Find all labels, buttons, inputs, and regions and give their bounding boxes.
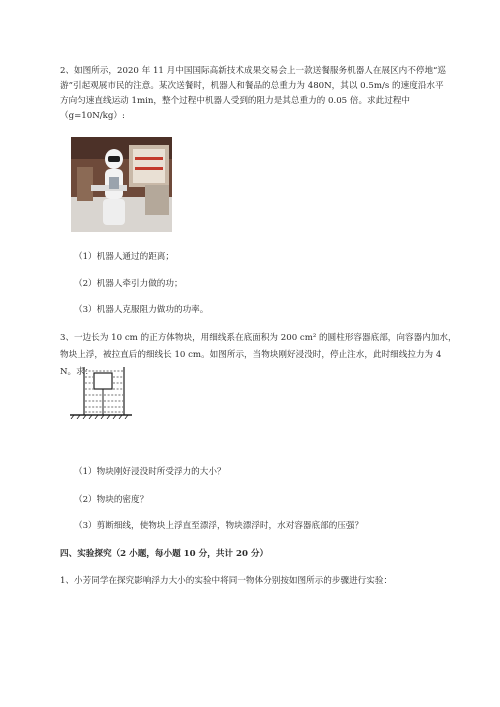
q2-sub-question-2: （2）机器人牵引力做的功；: [74, 279, 183, 289]
section-4-question-1: 1、小芳同学在探究影响浮力大小的实验中将同一物体分别按如图所示的步骤进行实验：: [60, 576, 393, 586]
q2-sub-question-3: （3）机器人克服阻力做功的功率。: [74, 305, 209, 315]
q3-text-line-1: 3、一边长为 10 cm 的正方体物块，用细线系在底面积为 200 cm² 的圆柱形容器底部，向容器内加水，: [60, 333, 457, 343]
robot-photo-illustration: [71, 137, 172, 232]
q2-text-line-1: 2、如图所示，2020 年 11 月中国国际高新技术成果交易会上一款送餐服务机器人在展区内不停地“巡: [60, 66, 447, 76]
q3-text-line-3: N。求：: [60, 367, 94, 377]
q2-sub-question-1: （1）机器人通过的距离；: [74, 252, 174, 262]
q3-sub-question-3: （3）剪断细线，使物块上浮直至漂浮，物块漂浮时，水对容器底部的压强？: [74, 521, 364, 531]
robot-photo: [71, 137, 172, 232]
container-block-diagram: [70, 365, 132, 419]
container-diagram: [70, 365, 132, 419]
q3-sub-question-1: （1）物块刚好浸没时所受浮力的大小？: [74, 467, 226, 477]
q3-text-line-2: 物块上浮，被拉直后的细线长 10 cm。如图所示，当物块刚好浸没时，停止注水，此时细线拉力为 4: [60, 350, 442, 360]
q2-text-line-2: 游”引起观展市民的注意。某次送餐时，机器人和餐品的总重力为 480N，其以 0.5m/s 的速度沿水平: [60, 81, 444, 91]
q3-sub-question-2: （2）物块的密度？: [74, 495, 149, 505]
q2-text-line-4: （g=10N/kg）:: [60, 111, 125, 121]
section-4-heading: 四、实验探究（2 小题，每小题 10 分，共计 20 分）: [60, 549, 269, 559]
q2-text-line-3: 方向匀速直线运动 1min，整个过程中机器人受到的阻力是其总重力的 0.05 倍。求此过程中: [60, 96, 411, 106]
